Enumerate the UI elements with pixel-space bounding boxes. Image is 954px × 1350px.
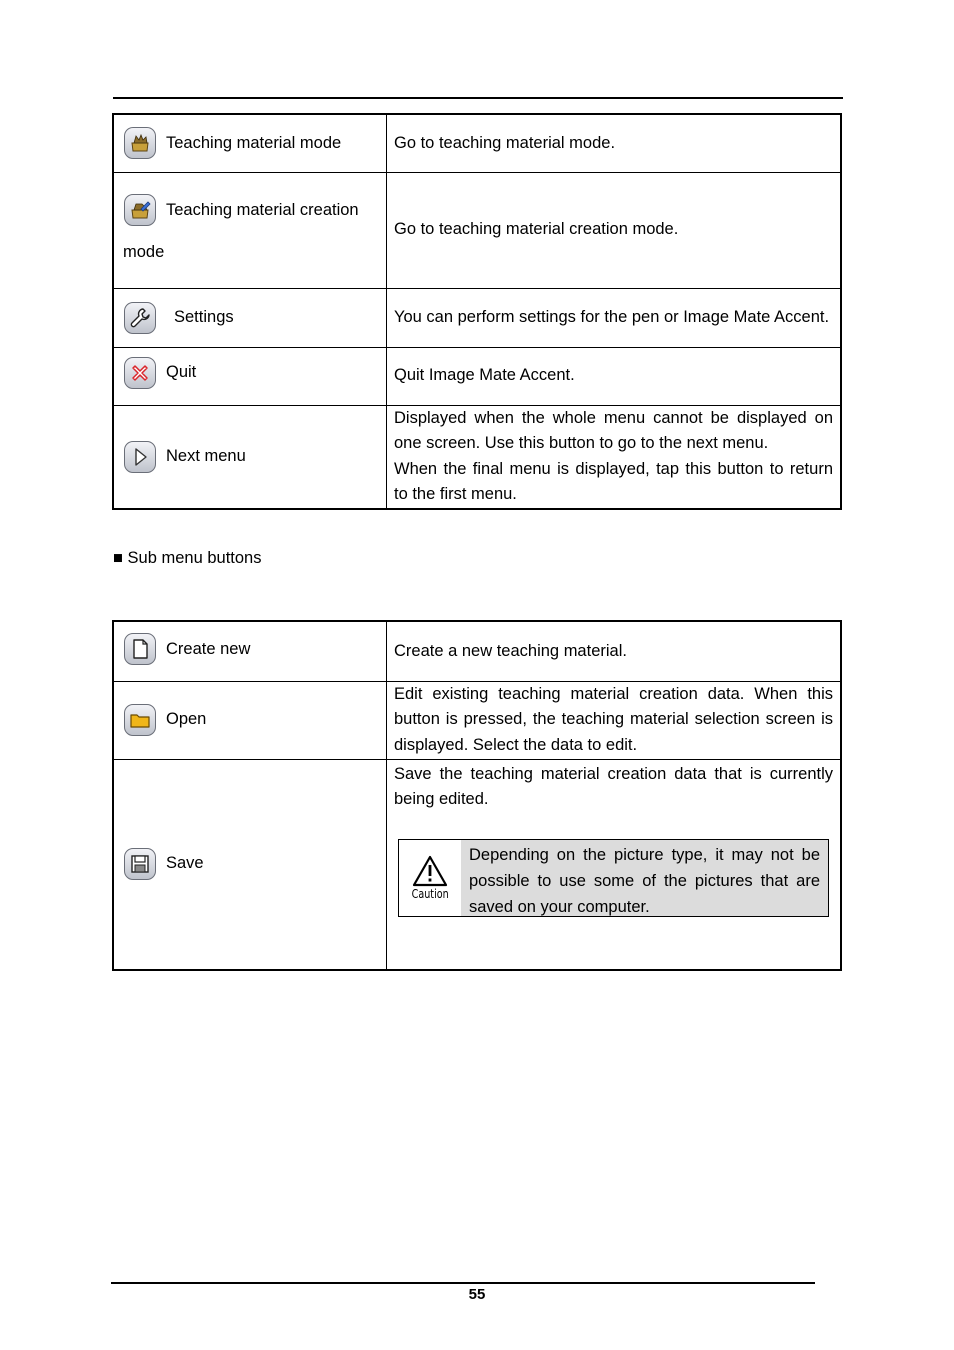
section-heading: ■ Sub menu buttons xyxy=(113,549,262,567)
button-label: Quit xyxy=(166,363,197,382)
description-cell: Create a new teaching material. xyxy=(387,621,842,681)
floppy-disk-icon[interactable] xyxy=(124,848,156,880)
button-label: Teaching material creation xyxy=(166,200,359,219)
button-cell xyxy=(113,759,387,970)
document-icon[interactable] xyxy=(124,633,156,665)
button-cell xyxy=(113,405,387,509)
close-x-icon[interactable] xyxy=(124,357,156,389)
caution-box xyxy=(398,839,829,917)
wrench-icon[interactable] xyxy=(124,302,156,334)
warning-triangle-icon xyxy=(412,855,448,887)
table-row xyxy=(113,621,841,681)
table-row xyxy=(113,114,841,172)
header-rule xyxy=(113,97,843,99)
table-row xyxy=(113,288,841,347)
description-cell xyxy=(387,405,842,509)
caution-icon-cell xyxy=(399,840,461,916)
main-menu-table xyxy=(112,113,842,510)
button-label: Settings xyxy=(174,307,234,326)
description-cell: Edit existing teaching material creation data. When this button is pressed, the teaching material selection screen is displayed. Select the data to edit. xyxy=(387,681,842,759)
button-label: Open xyxy=(166,710,207,729)
button-label: Save xyxy=(166,854,204,873)
description-cell: Quit Image Mate Accent. xyxy=(387,347,842,405)
button-label: Create new xyxy=(166,639,251,658)
description-cell: Go to teaching material creation mode. xyxy=(387,172,842,288)
caution-text: Depending on the picture type, it may not be possible to use some of the pictures that are saved on your computer. xyxy=(461,840,828,916)
page-number: 55 xyxy=(468,1286,486,1303)
table-row xyxy=(113,172,841,288)
footer-rule xyxy=(111,1282,815,1284)
button-cell xyxy=(113,621,387,681)
caution-label: Caution xyxy=(411,886,449,901)
button-cell xyxy=(113,681,387,759)
description-text: Displayed when the whole menu cannot be displayed on one screen. Use this button to go to the next menu. xyxy=(394,408,833,453)
button-cell xyxy=(113,288,387,347)
description-text: Save the teaching material creation data that is currently being edited. xyxy=(394,764,833,808)
table-row xyxy=(113,681,841,759)
table-row xyxy=(113,405,841,509)
button-cell xyxy=(113,114,387,172)
description-cell xyxy=(387,759,842,970)
button-label: Teaching material mode xyxy=(166,133,342,152)
teaching-material-icon[interactable] xyxy=(124,127,156,159)
play-arrow-icon[interactable] xyxy=(124,441,156,473)
button-cell xyxy=(113,172,387,288)
button-label: Next menu xyxy=(166,447,246,465)
teaching-material-creation-icon[interactable] xyxy=(124,194,156,226)
button-label-continued: mode xyxy=(123,243,165,262)
description-cell: You can perform settings for the pen or Image Mate Accent. xyxy=(387,288,842,347)
description-text: When the final menu is displayed, tap this button to return to the first menu. xyxy=(394,459,833,504)
table-row xyxy=(113,347,841,405)
button-cell xyxy=(113,347,387,405)
folder-icon[interactable] xyxy=(124,704,156,736)
description-cell: Go to teaching material mode. xyxy=(387,114,842,172)
table-row xyxy=(113,759,841,970)
sub-menu-table xyxy=(112,620,842,971)
